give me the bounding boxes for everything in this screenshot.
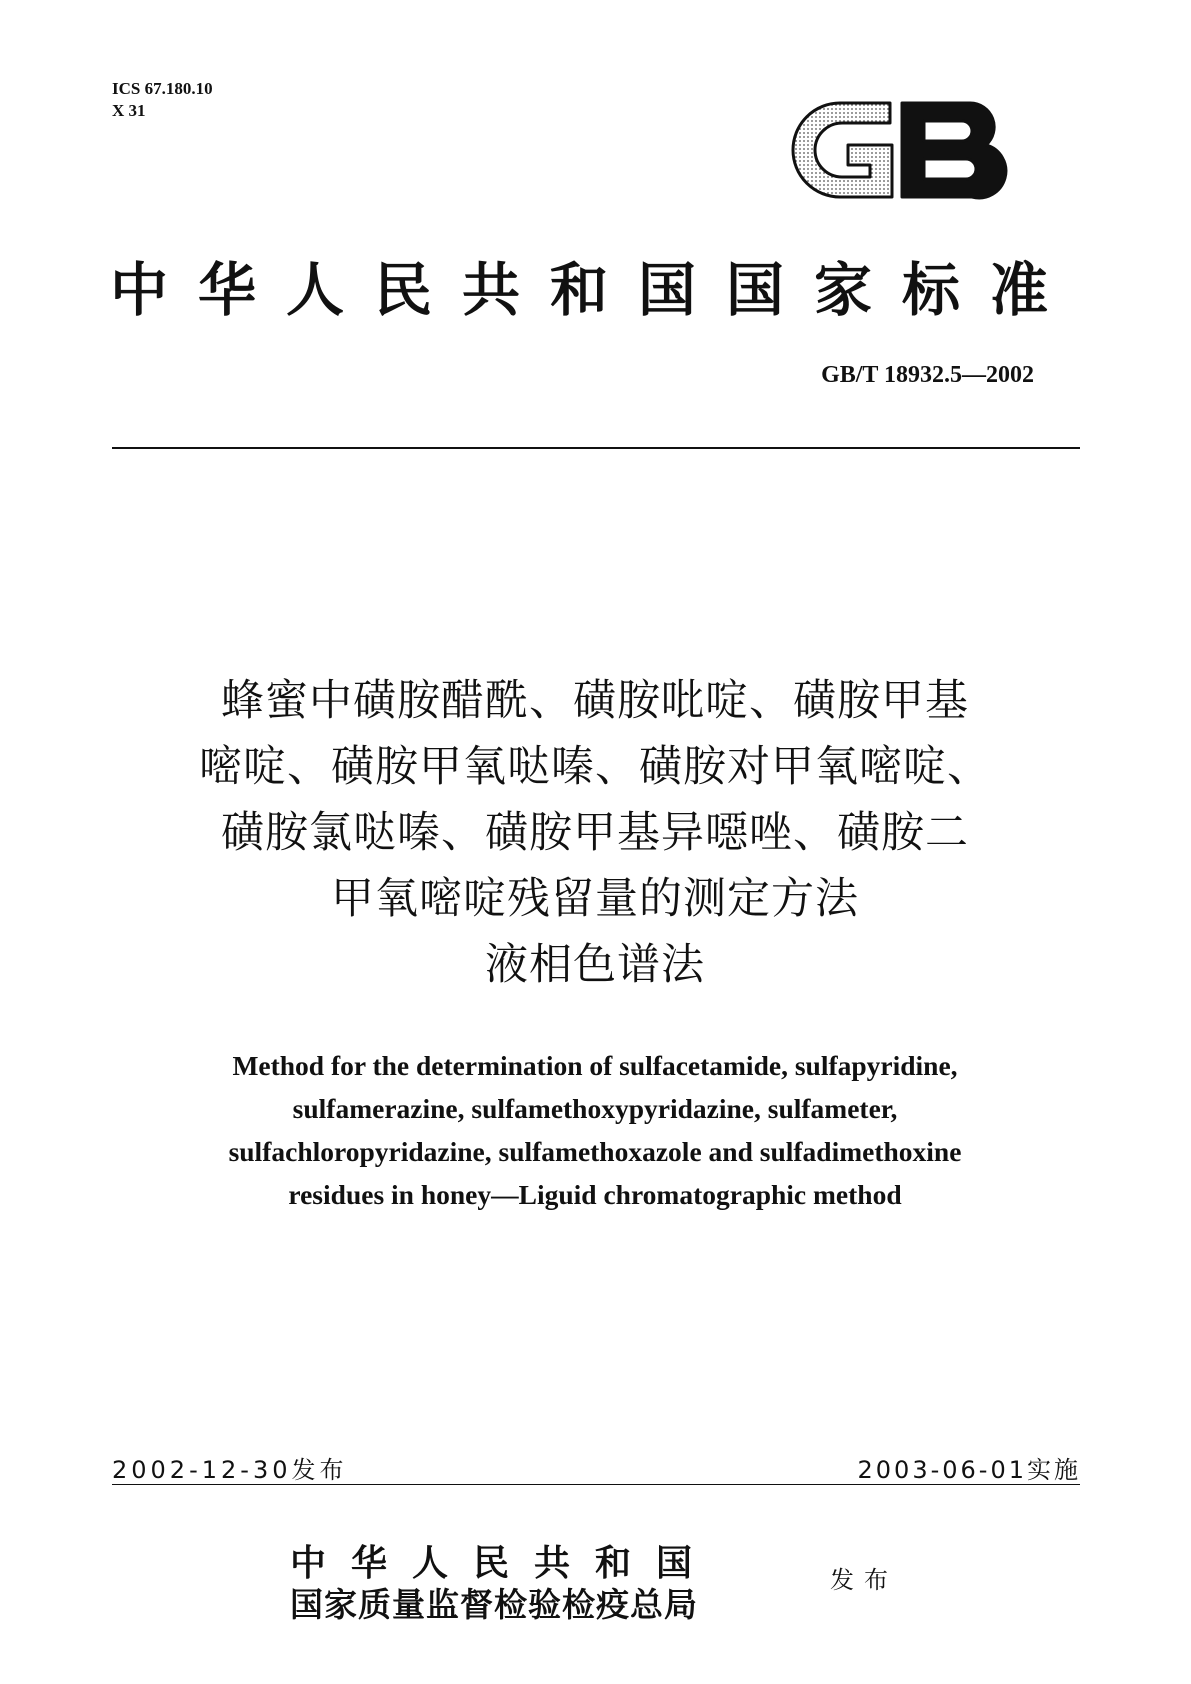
chinese-title (100, 668, 1090, 998)
implementation-date: 2003-06-01实施 (857, 1456, 1081, 1484)
chinese-title-line: 蜂蜜中磺胺醋酰、磺胺吡啶、磺胺甲基 (221, 676, 969, 726)
bottom-divider (112, 1484, 1080, 1485)
top-divider (112, 447, 1080, 449)
english-title-line: residues in honey—Liguid chromatographic method (288, 1179, 902, 1210)
issue-date: 2002-12-30发布 (112, 1456, 348, 1484)
issuer-country: 中华人民共和国 (290, 1542, 718, 1584)
country-standard-title: 中华人民共和国国家标准 (110, 256, 1079, 324)
english-title-line: sulfamerazine, sulfamethoxypyridazine, sulfameter, (292, 1093, 898, 1124)
english-title-line: Method for the determination of sulfacetamide, sulfapyridine, (232, 1050, 958, 1081)
gb-logo-icon (790, 95, 1010, 205)
issue-label: 发布 (830, 1566, 898, 1594)
chinese-title-line: 嘧啶、磺胺甲氧哒嗪、磺胺对甲氧嘧啶、 (199, 742, 991, 792)
chinese-title-line: 甲氧嘧啶残留量的测定方法 (331, 874, 859, 924)
issuing-authority (290, 1541, 717, 1625)
ics-code: ICS 67.180.10 (112, 79, 213, 98)
standard-number: GB/T 18932.5—2002 (821, 362, 1034, 388)
issuer-agency: 国家质量监督检验检疫总局 (290, 1585, 698, 1624)
english-title (100, 1044, 1090, 1216)
classification-codes (112, 78, 213, 122)
chinese-title-line: 液相色谱法 (485, 940, 705, 990)
chinese-title-line: 磺胺氯哒嗪、磺胺甲基异噁唑、磺胺二 (221, 808, 969, 858)
ccs-code: X 31 (112, 101, 146, 120)
english-title-line: sulfachloropyridazine, sulfamethoxazole and sulfadimethoxine (228, 1136, 962, 1167)
